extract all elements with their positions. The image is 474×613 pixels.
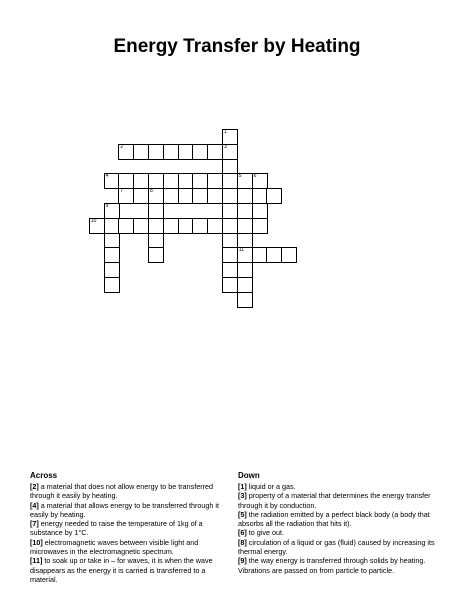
crossword-cell[interactable]: [104, 203, 120, 219]
crossword-cell[interactable]: [237, 247, 253, 263]
crossword-cell[interactable]: [133, 144, 149, 160]
crossword-cell[interactable]: [118, 218, 134, 234]
crossword-cell[interactable]: [148, 203, 164, 219]
clue-number: 11: [238, 247, 244, 254]
crossword-cell[interactable]: [237, 203, 253, 219]
crossword-cell[interactable]: [237, 173, 253, 189]
crossword-cell[interactable]: [192, 144, 208, 160]
clue-label: [7]: [30, 519, 39, 529]
crossword-cell[interactable]: [222, 144, 238, 160]
across-clue: [30, 501, 230, 520]
clue-text: circulation of a liquid or gas (fluid) caused by increasing its thermal energy.: [238, 537, 435, 557]
crossword-cell[interactable]: [163, 173, 179, 189]
crossword-cell[interactable]: [163, 144, 179, 160]
crossword-cell[interactable]: [104, 233, 120, 249]
crossword-cell[interactable]: [222, 173, 238, 189]
crossword-cell[interactable]: [266, 247, 282, 263]
crossword-cell[interactable]: [178, 218, 194, 234]
crossword-cell[interactable]: [281, 247, 297, 263]
page-title: Energy Transfer by Heating: [113, 36, 361, 57]
crossword-cell[interactable]: [178, 173, 194, 189]
down-clues: [238, 471, 438, 575]
crossword-cell[interactable]: [237, 233, 253, 249]
down-heading: Down: [238, 471, 260, 480]
crossword-cell[interactable]: [222, 203, 238, 219]
across-list: [30, 482, 230, 584]
down-clue: [238, 528, 438, 537]
down-clue: [238, 556, 438, 575]
crossword-cell[interactable]: [222, 159, 238, 175]
crossword-cell[interactable]: [266, 188, 282, 204]
crossword-cell[interactable]: [222, 247, 238, 263]
clue-number: 8: [150, 188, 153, 195]
clue-text: liquid or a gas.: [246, 482, 296, 491]
crossword-cell[interactable]: [104, 173, 120, 189]
crossword-cell[interactable]: [104, 277, 120, 293]
crossword-cell[interactable]: [252, 247, 268, 263]
crossword-cell[interactable]: [237, 218, 253, 234]
clue-text: a material that does not allow energy to be transferred through it easily by heating.: [30, 482, 213, 501]
clue-label: [8]: [238, 537, 247, 547]
crossword-cell[interactable]: [222, 262, 238, 278]
clue-text: a material that allows energy to be transferred through it easily by heating.: [30, 500, 219, 519]
across-heading: Across: [30, 471, 58, 480]
down-clue: [238, 482, 438, 491]
clue-number: 1: [224, 129, 227, 135]
clue-label: [2]: [30, 482, 39, 491]
clue-number: 3: [224, 143, 227, 150]
clue-text: energy needed to raise the temperature of 1kg of a substance by 1°C.: [30, 519, 203, 538]
clue-text: property of a material that determines the energy transfer through it by conduction.: [238, 491, 431, 510]
crossword-cell[interactable]: [252, 203, 268, 219]
clue-number: 2: [120, 143, 124, 150]
crossword-cell[interactable]: [252, 173, 268, 189]
crossword-cell[interactable]: [163, 218, 179, 234]
crossword-cell[interactable]: [178, 188, 194, 204]
clue-number: 6: [253, 173, 257, 180]
clue-text: the radiation emitted by a perfect black body (a body that absorbs all the radiation that hits it).: [238, 509, 430, 529]
clue-label: [11]: [30, 556, 43, 566]
clue-label: [6]: [238, 528, 247, 538]
crossword-cell[interactable]: [178, 144, 194, 160]
crossword-cell[interactable]: [89, 218, 105, 234]
crossword-cell[interactable]: [104, 218, 120, 234]
down-list: [238, 482, 438, 575]
crossword-cell[interactable]: [237, 262, 253, 278]
clue-number: 10: [90, 217, 97, 224]
crossword-cell[interactable]: [207, 218, 223, 234]
crossword-cell[interactable]: [207, 188, 223, 204]
clue-label: [4]: [30, 500, 39, 510]
clue-text: electromagnetic waves between visible light and microwaves in the electromagnetic spectrum.: [30, 537, 199, 557]
clue-label: [3]: [238, 491, 247, 501]
crossword-cell[interactable]: [148, 144, 164, 160]
crossword-cell[interactable]: [133, 173, 149, 189]
crossword-cell[interactable]: [222, 188, 238, 204]
crossword-cell[interactable]: [192, 173, 208, 189]
crossword-cell[interactable]: [222, 277, 238, 293]
clue-number: 5: [238, 173, 242, 180]
crossword-cell[interactable]: [252, 188, 268, 204]
across-clues: [30, 471, 230, 584]
across-clue: [30, 556, 230, 584]
down-clue: [238, 510, 438, 529]
clue-label: [9]: [238, 556, 247, 566]
crossword-cell[interactable]: [207, 144, 223, 160]
crossword-cell[interactable]: [222, 233, 238, 249]
across-clue: [30, 538, 230, 557]
crossword-cell[interactable]: [252, 218, 268, 234]
clue-label: [1]: [238, 482, 247, 491]
crossword-cell[interactable]: [104, 262, 120, 278]
crossword-cell[interactable]: [237, 188, 253, 204]
clue-number: 7: [120, 188, 124, 195]
crossword-cell[interactable]: [163, 188, 179, 204]
down-clue: [238, 491, 438, 510]
across-clue: [30, 482, 230, 501]
crossword-cell[interactable]: [192, 218, 208, 234]
clue-text: to soak up or take in – for waves, it is when the wave disappears as the energy it is carried is transferred to a material.: [30, 556, 213, 584]
crossword-cell[interactable]: [222, 218, 238, 234]
clue-label: [5]: [238, 509, 247, 519]
crossword-cell[interactable]: [237, 277, 253, 293]
crossword-cell[interactable]: [207, 173, 223, 189]
clue-label: [10]: [30, 537, 43, 547]
across-clue: [30, 519, 230, 538]
down-clue: [238, 538, 438, 557]
crossword-cell[interactable]: [222, 129, 238, 145]
crossword-cell[interactable]: [118, 144, 134, 160]
crossword-cell[interactable]: [148, 218, 164, 234]
crossword-cell[interactable]: [118, 188, 134, 204]
crossword-cell[interactable]: [148, 188, 164, 204]
clue-text: to give out.: [246, 528, 284, 538]
crossword-cell[interactable]: [148, 233, 164, 249]
clue-number: 9: [105, 203, 109, 209]
crossword-cell[interactable]: [118, 173, 134, 189]
crossword-cell[interactable]: [104, 247, 120, 263]
crossword-cell[interactable]: [148, 247, 164, 263]
clue-text: the way energy is transferred through solids by heating. Vibrations are passed on from particle to particle.: [238, 556, 426, 575]
crossword-cell[interactable]: [133, 188, 149, 204]
crossword-cell[interactable]: [192, 188, 208, 204]
crossword-cell[interactable]: [148, 173, 164, 189]
crossword-cell[interactable]: [237, 292, 253, 308]
crossword-cell[interactable]: [133, 218, 149, 234]
clue-number: 4: [105, 173, 109, 180]
